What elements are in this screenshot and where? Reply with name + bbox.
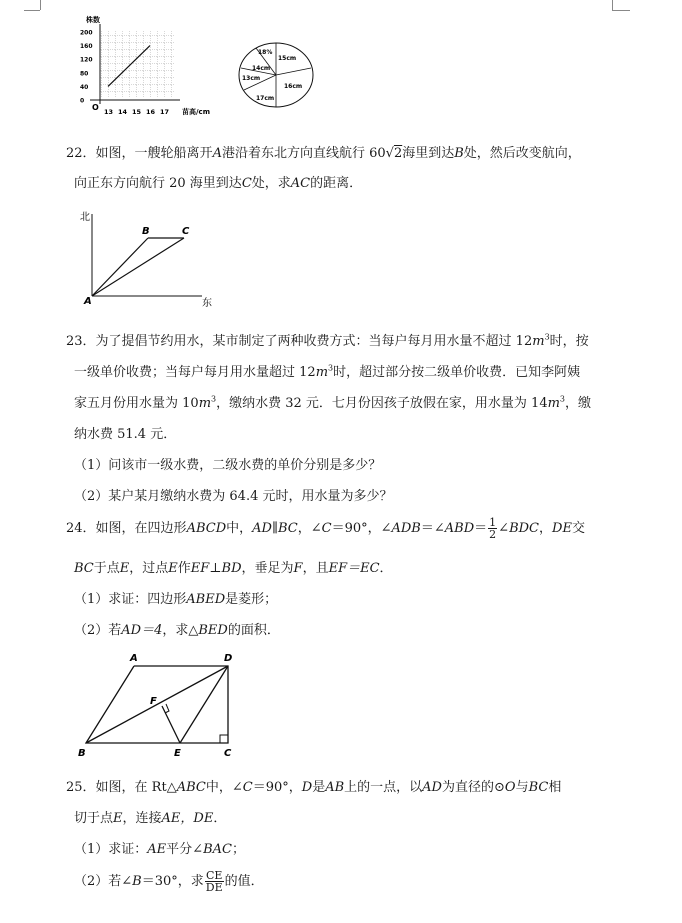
x-ticks [104, 108, 169, 116]
q22-point-b: B [142, 226, 150, 237]
q22-point-c: C [182, 226, 190, 237]
q23-sub2: （2）某户某月缴纳水费为 64.4 元时，用水量为多少？ [74, 489, 393, 504]
y-tick-label: 0 [80, 97, 85, 105]
q24-point-c: C [224, 748, 232, 759]
q22-line2: 向正东方向航行 20 海里到达C处，求AC的距离． [74, 176, 363, 191]
corner-mark-left [40, 0, 41, 10]
q22-figure [78, 208, 218, 308]
x-tick-label: 15 [132, 108, 142, 116]
y-tick-label: 40 [80, 83, 89, 91]
q24-number: 24． [66, 521, 96, 536]
q25-sub2: （2）若∠B＝30°，求 $\frac{CE}{DE}$ 的值． [74, 869, 264, 894]
q23-line3: 家五月份用水量为 $10m^3$，缴纳水费 32 元．七月份因孩子放假在家，用水量为 $14m^3$，缴 [74, 394, 592, 411]
q24-segment-de [180, 666, 228, 743]
q24-sub1: （1）求证：四边形ABED是菱形； [74, 592, 278, 607]
q23-line1: 23．为了提倡节约用水，某市制定了两种收费方式：当每户每月用水量不超过 $12m^3$时，按 [66, 332, 589, 349]
q24-point-d: D [224, 653, 233, 664]
q22-north-label: 北 [80, 212, 90, 223]
q25-sub1: （1）求证：AE平分∠BAC； [74, 842, 245, 857]
x-tick-label: 14 [118, 108, 128, 116]
chart-xlabel: 苗高/cm [182, 108, 210, 116]
corner-mark-left-h [24, 10, 40, 11]
q22-number: 22． [66, 146, 96, 161]
pie-chart-figure [236, 40, 316, 110]
q23-line2: 一级单价收费；当每户每月用水量超过 $12m^3$时，超过部分按二级单价收费．已知李阿姨 [74, 363, 581, 380]
q25-number: 25． [66, 780, 96, 795]
q24-line1: 24．如图，在四边形ABCD中，AD∥BC，∠C＝90°，∠ADB＝∠ABD＝ $\frac{1}{2}$ ∠BDC，DE交 [66, 516, 585, 541]
pie-label: 17cm [256, 95, 275, 102]
chart-origin-label: O [92, 103, 99, 112]
q25-fraction: $\frac{CE}{DE}$ [205, 869, 223, 894]
y-tick-label: 80 [80, 70, 89, 78]
q24-figure [74, 650, 244, 760]
pie-label: 13cm [242, 75, 261, 82]
chart-ylabel: 株数 [86, 16, 100, 24]
q24-point-f: F [150, 696, 157, 707]
x-tick-label: 16 [146, 108, 156, 116]
x-tick-label: 13 [104, 108, 114, 116]
y-tick-label: 120 [80, 56, 93, 64]
corner-mark-right-h [612, 10, 630, 11]
q22-line1: 22．如图，一艘轮船离开A港沿着东北方向直线航行 60√2海里到达B处，然后改变航向， [66, 146, 581, 161]
q24-right-angle-c [220, 735, 228, 743]
y-ticks [80, 30, 93, 105]
q22-point-a: A [84, 296, 92, 307]
pie-label: 16cm [284, 83, 303, 90]
pie-label: 15cm [278, 55, 297, 62]
line-chart-figure [80, 14, 230, 120]
q22-segment-ac [92, 238, 184, 296]
q24-right-angle-f [165, 704, 169, 713]
q24-fraction: $\frac{1}{2}$ [489, 516, 497, 541]
chart-grid [100, 30, 174, 98]
y-tick-label: 200 [80, 29, 93, 37]
pie-label: 18% [258, 49, 273, 56]
q25-line2: 切于点E，连接AE，DE． [74, 811, 227, 826]
q25-line1: 25．如图，在 Rt△ABC中，∠C＝90°，D是AB上的一点，以AD为直径的⊙O与BC相 [66, 780, 562, 795]
q24-segment-ef [162, 706, 180, 743]
q24-diagonal-bd [86, 666, 228, 743]
q23-number: 23． [66, 334, 96, 349]
q22-east-label: 东 [202, 298, 212, 308]
q23-line4: 纳水费 51.4 元． [74, 427, 177, 442]
q24-point-a: A [130, 653, 138, 664]
q22-segment-ab [92, 238, 148, 296]
q24-sub2: （2）若AD＝4，求△BED的面积． [74, 623, 280, 638]
x-tick-label: 17 [160, 108, 170, 116]
y-tick-label: 160 [80, 43, 93, 51]
q23-sub1: （1）问该市一级水费，二级水费的单价分别是多少？ [74, 458, 382, 473]
pie-label: 14cm [252, 65, 271, 72]
q24-line2: BC于点E，过点E作EF⊥BD，垂足为F，且EF＝EC． [74, 561, 393, 576]
q24-point-b: B [78, 748, 86, 759]
pie-slice-line [276, 68, 311, 75]
corner-mark-right [612, 0, 613, 10]
q24-point-e: E [174, 748, 181, 759]
